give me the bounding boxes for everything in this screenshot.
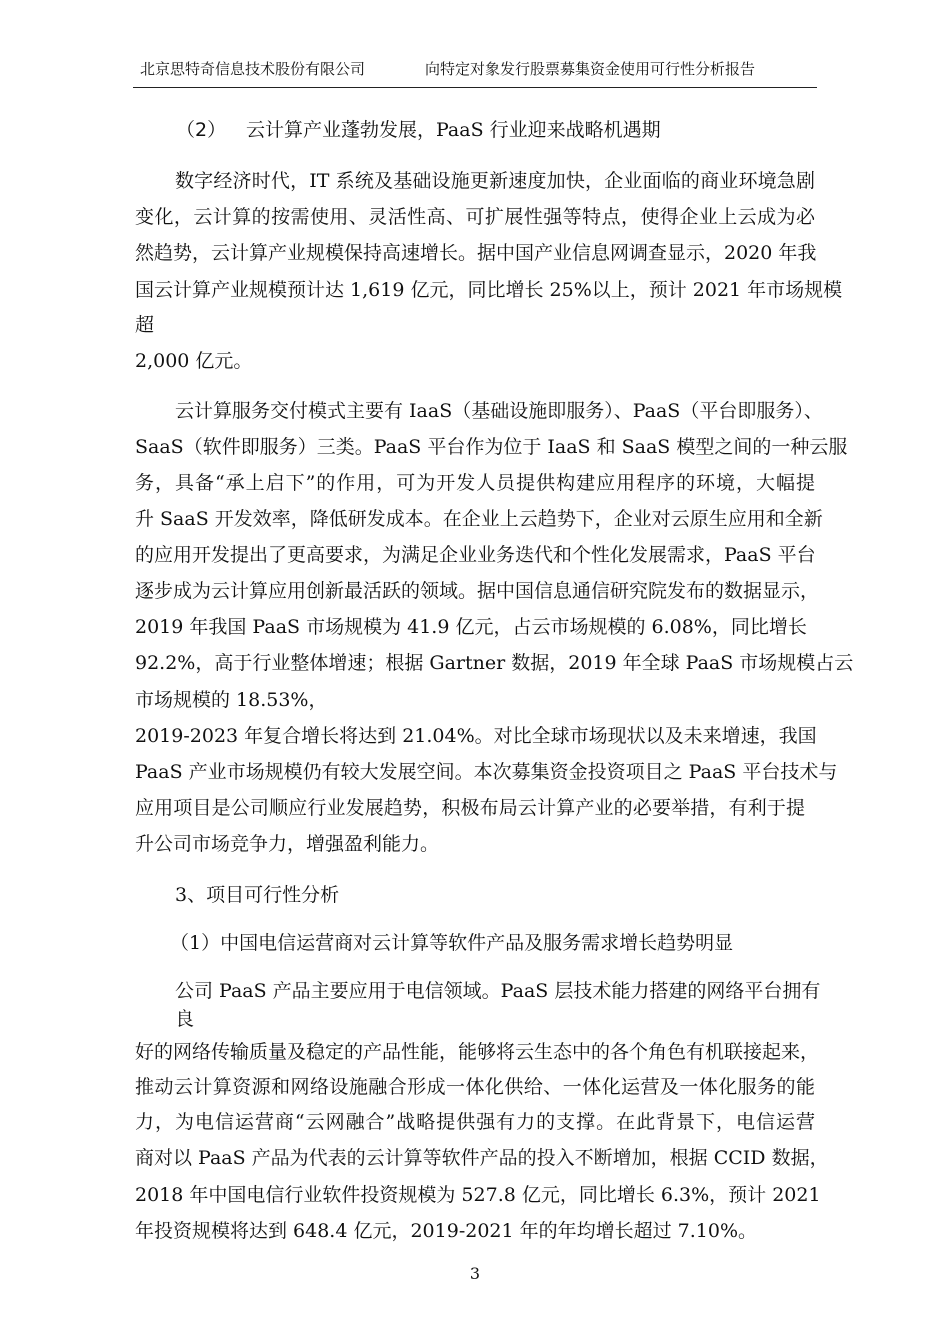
paragraph-line: 数字经济时代，IT 系统及基础设施更新速度加快，企业面临的商业环境急剧 [175,170,815,192]
page-number: 3 [469,1264,481,1283]
paragraph-line: 升 SaaS 开发效率，降低研发成本。在企业上云趋势下，企业对云原生应用和全新 [135,508,823,530]
paragraph-line: 变化，云计算的按需使用、灵活性高、可扩展性强等特点，使得企业上云成为必 [135,206,815,228]
paragraph-line: 超 [135,314,155,336]
paragraph-line: 年投资规模将达到 648.4 亿元，2019-2021 年的年均增长超过 7.10%。 [135,1220,758,1242]
paragraph-line: PaaS 产业市场规模仍有较大发展空间。本次募集资金投资项目之 PaaS 平台技术与 [135,761,838,783]
paragraph-line: 然趋势，云计算产业规模保持高速增长。据中国产业信息网调查显示，2020 年我 [135,242,817,264]
paragraph-line: 2,000 亿元。 [135,350,253,372]
paragraph-line: 的应用开发提出了更高要求，为满足企业业务迭代和个性化发展需求，PaaS 平台 [135,544,816,566]
section-3-heading: 3、项目可行性分析 [175,884,340,906]
paragraph-line: 国云计算产业规模预计达 1,619 亿元，同比增长 25%以上，预计 2021 年市场规模 [135,279,843,301]
header-report-title: 向特定对象发行股票募集资金使用可行性分析报告 [425,60,756,78]
paragraph-line: 推动云计算资源和网络设施融合形成一体化供给、一体化运营及一体化服务的能 [135,1076,815,1098]
paragraph-line: 应用项目是公司顺应行业发展趋势，积极布局云计算产业的必要举措，有利于提 [135,797,805,819]
paragraph-line: 务，具备“承上启下”的作用，可为开发人员提供构建应用程序的环境，大幅提 [135,472,815,494]
paragraph-line: 力，为电信运营商“云网融合”战略提供强有力的支撑。在此背景下，电信运营 [135,1111,815,1133]
paragraph-line: 云计算服务交付模式主要有 IaaS（基础设施即服务）、PaaS（平台即服务）、 [175,400,823,422]
header-company: 北京思特奇信息技术股份有限公司 [140,60,366,78]
paragraph-line: 市场规模的 18.53%， [135,689,328,711]
paragraph-line: 逐步成为云计算应用创新最活跃的领域。据中国信息通信研究院发布的数据显示， [135,580,820,602]
paragraph-line: 公司 PaaS 产品主要应用于电信领域。PaaS 层技术能力搭建的网络平台拥有 [175,980,821,1002]
paragraph-line: 升公司市场竞争力，增强盈利能力。 [135,833,440,855]
paragraph-line: 良 [175,1008,195,1030]
section-heading: 云计算产业蓬勃发展，PaaS 行业迎来战略机遇期 [246,119,661,141]
paragraph-line: 2019-2023 年复合增长将达到 21.04%。对比全球市场现状以及未来增速，我国 [135,725,817,747]
header-divider [133,87,817,88]
paragraph-line: 2018 年中国电信行业软件投资规模为 527.8 亿元，同比增长 6.3%，预计 2021 [135,1184,821,1206]
paragraph-line: SaaS（软件即服务）三类。PaaS 平台作为位于 IaaS 和 SaaS 模型之间的一种云服 [135,436,848,458]
paragraph-line: 92.2%，高于行业整体增速；根据 Gartner 数据，2019 年全球 PaaS 市场规模占云 [135,652,854,674]
paragraph-line: 好的网络传输质量及稳定的产品性能，能够将云生态中的各个角色有机联接起来， [135,1041,820,1063]
paragraph-line: 商对以 PaaS 产品为代表的云计算等软件产品的投入不断增加，根据 CCID 数据， [135,1147,829,1169]
subsection-heading: （1）中国电信运营商对云计算等软件产品及服务需求增长趋势明显 [170,932,734,954]
paragraph-line: 2019 年我国 PaaS 市场规模为 41.9 亿元，占云市场规模的 6.08%，同比增长 [135,616,807,638]
section-number: （2） [176,119,227,141]
